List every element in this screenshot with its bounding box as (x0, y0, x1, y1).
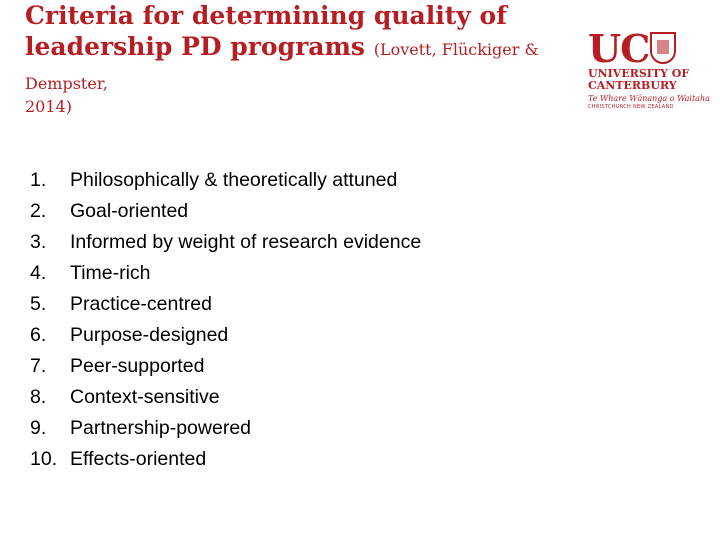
criteria-list (30, 165, 421, 475)
university-logo (588, 26, 710, 125)
item-text: Context-sensitive (70, 386, 220, 408)
item-number: 3. (30, 231, 47, 253)
list-item (30, 289, 421, 320)
title-main: Criteria for determining quality of leadership PD programs (25, 1, 507, 61)
slide-title (25, 0, 545, 117)
item-text: Practice-centred (70, 293, 212, 315)
item-number: 7. (30, 355, 47, 377)
list-item (30, 320, 421, 351)
item-text: Partnership-powered (70, 417, 252, 439)
item-number: 8. (30, 386, 47, 408)
item-text: Informed by weight of research evidence (70, 231, 422, 253)
list-item (30, 413, 421, 444)
logo-line-1: UNIVERSITY OF (588, 67, 690, 80)
list-item (30, 165, 421, 196)
item-text: Time-rich (70, 262, 151, 284)
title-citation: (Lovett, Flückiger & Dempster, (25, 40, 539, 93)
list-item (30, 351, 421, 382)
list-item (30, 444, 421, 475)
logo-line-4: CHRISTCHURCH NEW ZEALAND (588, 104, 674, 110)
item-text: Effects-oriented (70, 448, 207, 470)
list-item (30, 196, 421, 227)
item-number: 9. (30, 417, 47, 439)
list-item (30, 227, 421, 258)
item-number: 5. (30, 293, 47, 315)
list-item (30, 258, 421, 289)
title-year: 2014) (25, 97, 72, 116)
logo-mark: UC (588, 26, 650, 71)
list-item (30, 382, 421, 413)
logo-line-2: CANTERBURY (588, 79, 677, 92)
item-number: 1. (30, 169, 47, 191)
item-text: Peer-supported (70, 355, 205, 377)
item-text: Philosophically & theoretically attuned (70, 169, 398, 191)
item-text: Purpose-designed (70, 324, 229, 346)
item-number: 6. (30, 324, 47, 346)
item-text: Goal-oriented (70, 200, 189, 222)
item-number: 2. (30, 200, 47, 222)
item-number: 10. (30, 448, 58, 470)
logo-line-3: Te Whare Wānanga o Waitaha (588, 94, 710, 103)
item-number: 4. (30, 262, 47, 284)
crest-icon (650, 32, 676, 64)
